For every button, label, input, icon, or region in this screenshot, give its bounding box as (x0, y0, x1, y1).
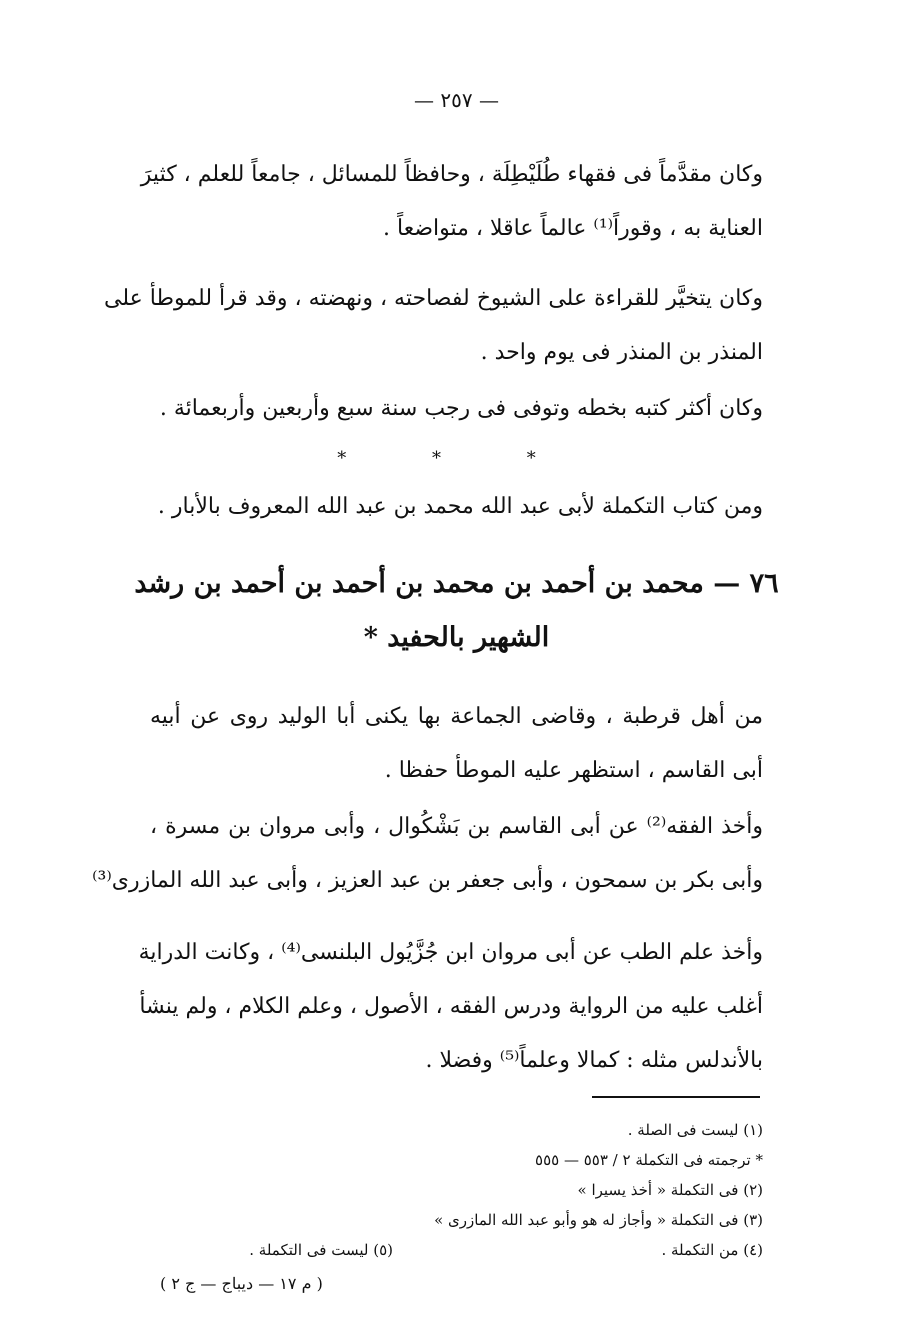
para5-line2: وأبى بكر بن سمحون ، وأبى جعفر بن عبد العزيز ، وأبى عبد الله المازرى⁽³⁾ (92, 868, 763, 893)
entry-heading-line2: الشهير بالحفيد * (363, 622, 550, 653)
page-number: — ٢٥٧ — (414, 88, 499, 112)
para4-line1: من أهل قرطبة ، وقاضى الجماعة بها يكنى أبا الوليد روى عن أبيه (150, 704, 763, 729)
footnote-separator (592, 1096, 760, 1098)
footnote-2: (٢) فى التكملة « أخذ يسيرا » (577, 1181, 763, 1199)
para2-line2: المنذر بن المنذر فى يوم واحد . (480, 340, 763, 365)
para6-line2: أغلب عليه من الرواية ودرس الفقه ، الأصول ، وعلم الكلام ، ولم ينشأ (139, 994, 763, 1019)
para5-line1: وأخذ الفقه⁽²⁾ عن أبى القاسم بن بَشْكُوال ، وأبى مروان بن مسرة ، (150, 814, 764, 839)
entry-heading-line1: ٧٦ — محمد بن أحمد بن محمد بن أحمد بن أحمد بن رشد (134, 568, 779, 599)
source-line: ومن كتاب التكملة لأبى عبد الله محمد بن عبد الله المعروف بالأبار . (157, 494, 763, 519)
footnote-4: (٤) من التكملة . (661, 1241, 763, 1259)
footnote-star: * ترجمته فى التكملة ٢ / ٥٥٣ — ٥٥٥ (535, 1151, 763, 1169)
para1-line2: العناية به ، وقوراً⁽¹⁾ عالماً عاقلا ، متواضعاً . (383, 216, 763, 241)
para6-line1: وأخذ علم الطب عن أبى مروان ابن جُزَّيُول البلنسى⁽⁴⁾ ، وكانت الدراية (138, 940, 763, 965)
section-separator: * * * (337, 448, 576, 469)
para2-line1: وكان يتخيَّر للقراءة على الشيوخ لفصاحته ، ونهضته ، وقد قرأ للموطأ على (104, 286, 763, 311)
para4-line2: أبى القاسم ، استظهر عليه الموطأ حفظا . (384, 758, 763, 783)
para1-line1: وكان مقدَّماً فى فقهاء طُلَيْطِلَة ، وحافظاً للمسائل ، جامعاً للعلم ، كثيرَ (140, 162, 763, 187)
para3-line1: وكان أكثر كتبه بخطه وتوفى فى رجب سنة سبع وأربعين وأربعمائة . (159, 396, 763, 421)
signature-mark: ( م ١٧ — ديباج — ج ٢ ) (160, 1274, 323, 1293)
para6-line3: بالأندلس مثله : كمالا وعلماً⁽⁵⁾ وفضلا . (425, 1048, 763, 1073)
footnote-5: (٥) ليست فى التكملة . (249, 1241, 393, 1259)
footnote-1: (١) ليست فى الصلة . (627, 1121, 763, 1139)
footnote-3: (٣) فى التكملة « وأجاز له هو وأبو عبد الله المازرى » (434, 1211, 763, 1229)
